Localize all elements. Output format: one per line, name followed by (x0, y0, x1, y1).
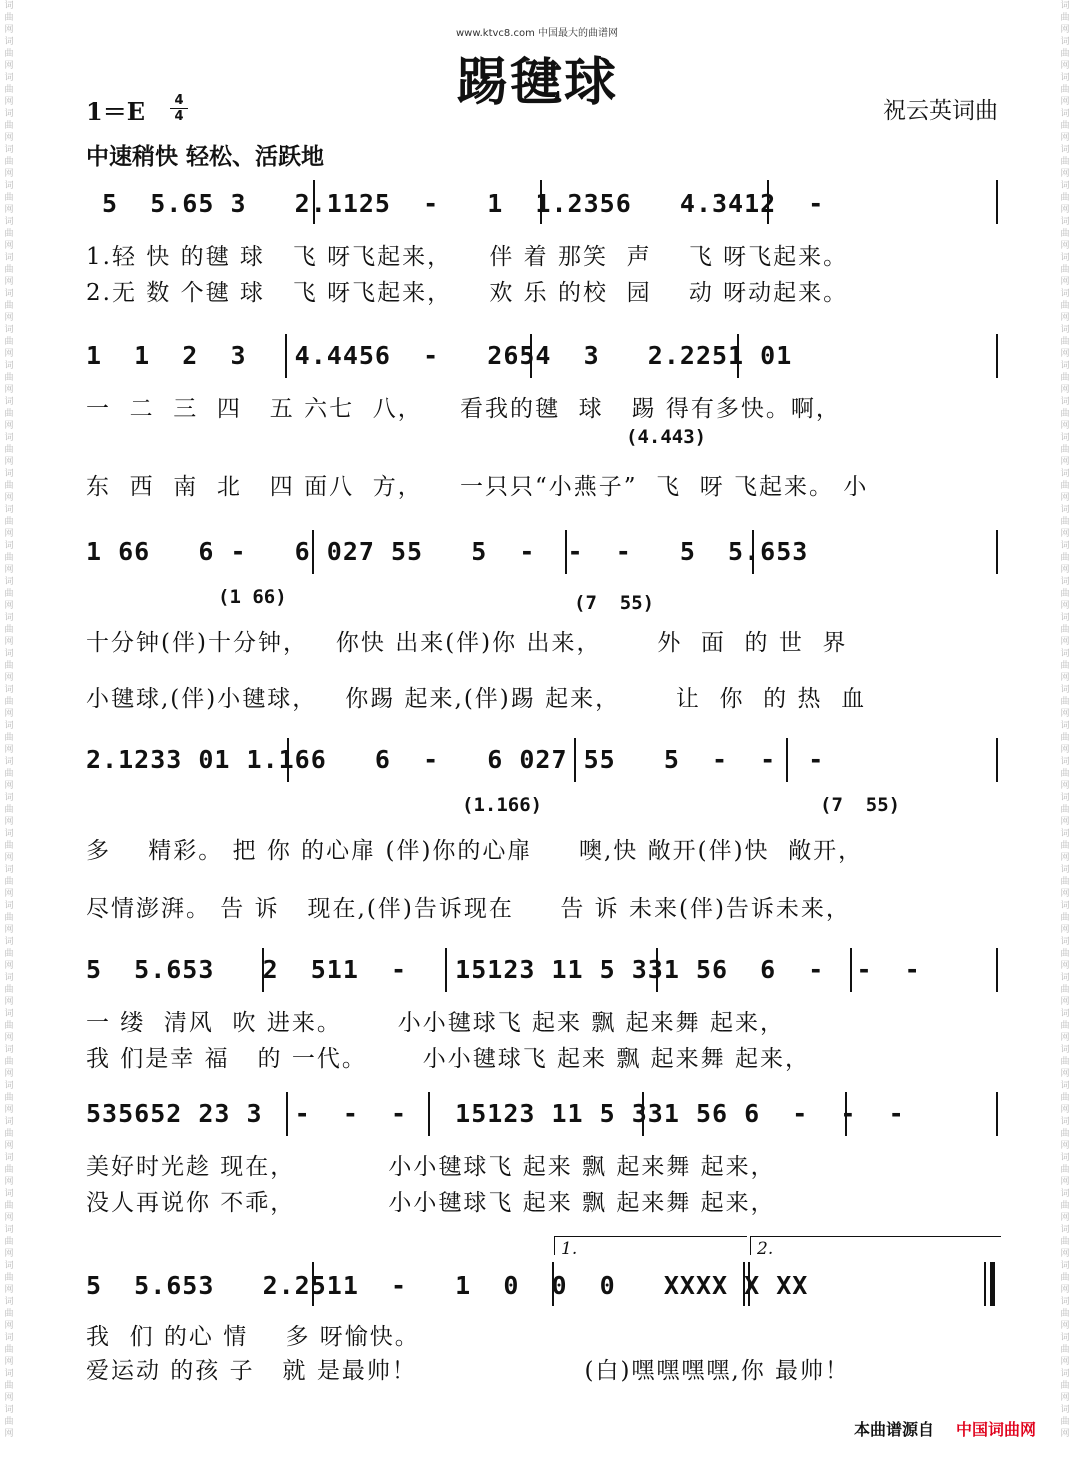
notation-row-7: 5 5.653 2.2511 - 1 0 0 0 XXXX X XX (86, 1270, 809, 1300)
right-edge-watermark: 词曲网词曲网词曲网词曲网词曲网词曲网词曲网词曲网词曲网词曲网词曲网词曲网词曲网词曲网词曲网词曲网词曲网词曲网词曲网词曲网词曲网词曲网词曲网词曲网词曲网词曲网词曲网词曲网词曲网词曲网词曲网词曲网词曲网词曲网词曲网词曲网词曲网词曲网词曲网词曲网 (1060, 1, 1070, 1439)
lyric-row-1-verse-2: 2.无 数 个毽 球 飞 呀飞起来， 欢 乐 的校 园 动 呀动起来。 (86, 280, 849, 306)
site-header: www.ktvc8.com 中国最大的曲谱网 (455, 28, 618, 39)
volta-first-ending: 1. (554, 1236, 747, 1255)
alt-notes-row-4-a: (1.166) (462, 794, 543, 816)
meter-bottom: 4 (174, 109, 184, 124)
composer-credit: 祝云英词曲 (883, 98, 998, 124)
key-signature: 1＝E (86, 97, 145, 126)
left-edge-watermark: 词曲网词曲网词曲网词曲网词曲网词曲网词曲网词曲网词曲网词曲网词曲网词曲网词曲网词曲网词曲网词曲网词曲网词曲网词曲网词曲网词曲网词曲网词曲网词曲网词曲网词曲网词曲网词曲网词曲网词曲网词曲网词曲网词曲网词曲网词曲网词曲网词曲网词曲网词曲网词曲网 (4, 1, 14, 1439)
lyric-row-6-verse-2: 没人再说你 不乖， 小小毽球飞 起来 飘 起来舞 起来， (86, 1190, 776, 1216)
notation-row-2: 1 1 2 3 4.4456 - 2654 3 2.2251 01 (86, 340, 793, 370)
footer-brand-link[interactable]: 中国词曲网 (955, 1420, 1036, 1439)
footer-credit (854, 1417, 1036, 1440)
notation-row-6: 535652 23 3 - - - 15123 11 5 331 56 6 - - - (86, 1098, 905, 1128)
alt-notes-row-3-a: (1 66) (218, 586, 287, 608)
lyric-row-6-verse-1: 美好时光趁 现在， 小小毽球飞 起来 飘 起来舞 起来， (86, 1154, 776, 1180)
lyric-row-1-verse-1: 1.轻 快 的毽 球 飞 呀飞起来， 伴 着 那笑 声 飞 呀飞起来。 (86, 244, 849, 270)
alt-notes-row-2: (4.443) (626, 426, 707, 448)
lyric-row-3-verse-2: 小毽球,(伴)小毽球， 你踢 起来,(伴)踢 起来， 让 你 的 热 血 (86, 686, 867, 712)
lyric-row-4-verse-1: 多 精彩。 把 你 的心扉 (伴)你的心扉 噢,快 敞开(伴)快 敞开， (86, 838, 864, 864)
notation-row-4: 2.1233 01 1.166 6 - 6 027 55 5 - - - (86, 744, 825, 774)
lyric-row-2-verse-1: 一 二 三 四 五 六七 八， 看我的毽 球 踢 得有多快。啊， (86, 396, 841, 422)
meter-top: 4 (174, 93, 184, 108)
tempo-marking: 中速稍快 轻松、活跃地 (86, 144, 325, 170)
lyric-row-7-verse-2: 爱运动 的孩 子 就 是最帅！ (白)嘿嘿嘿嘿,你 最帅！ (86, 1358, 851, 1384)
song-title: 踢毽球 (455, 52, 618, 113)
notation-row-3: 1 66 6 - 6 027 55 5 - - - 5 5.653 (86, 536, 809, 566)
lyric-row-4-verse-2: 尽情澎湃。 告 诉 现在,(伴)告诉现在 告 诉 未来(伴)告诉未来， (86, 896, 851, 922)
lyric-row-5-verse-1: 一 缕 清风 吹 进来。 小小毽球飞 起来 飘 起来舞 起来， (86, 1010, 785, 1036)
time-signature (170, 94, 188, 123)
alt-notes-row-4-b: (7 55) (820, 794, 901, 816)
alt-notes-row-3-b: (7 55) (574, 592, 655, 614)
volta-second-ending: 2. (750, 1236, 1001, 1255)
footer-source: 本曲谱源自 (853, 1420, 934, 1439)
notation-row-5: 5 5.653 2 511 - 15123 11 5 331 56 6 - - - (86, 954, 921, 984)
lyric-row-5-verse-2: 我 们是幸 福 的 一代。 小小毽球飞 起来 飘 起来舞 起来， (86, 1046, 810, 1072)
lyric-row-7-verse-1: 我 们 的心 情 多 呀愉快。 (86, 1324, 420, 1350)
lyric-row-3-verse-1: 十分钟(伴)十分钟， 你快 出来(伴)你 出来， 外 面 的 世 界 (86, 630, 848, 656)
lyric-row-2-verse-2: 东 西 南 北 四 面八 方， 一只只“小燕子” 飞 呀 飞起来。 小 (86, 474, 869, 500)
notation-row-1: 5 5.65 3 2.1125 - 1 1.2356 4.3412 - (86, 188, 825, 218)
